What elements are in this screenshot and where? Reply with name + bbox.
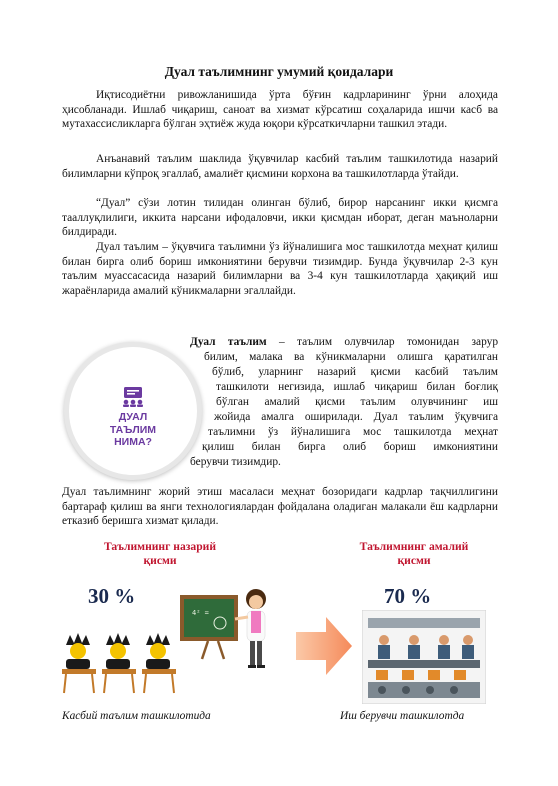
circle-label-line1: ДУАЛ [118, 411, 148, 423]
conveyor-belt [368, 660, 480, 668]
theory-heading-line1: Таълимнинг назарий [103, 540, 217, 553]
factory-illustration [362, 610, 486, 704]
practice-heading-line1: Таълимнинг амалий [359, 540, 469, 553]
definition-line-9: берувчи тизимдир. [190, 456, 281, 468]
worker-icon [378, 635, 390, 659]
paragraph-traditional-text: Анъанавий таълим шаклида ўқувчилар касбий таълим ташкилотида назарий билимларни кўпроқ эгаллаб, амалиёт қисмини корхона ва ташкилотларда ўтайди. [62, 153, 498, 180]
definition-line-8: қилиш билан бирга олиб бориш имкониятини [202, 441, 498, 453]
classroom-illustration [58, 575, 278, 700]
definition-line-7: таълимни ўз йўналишига мос ташкилотда меҳнат [208, 426, 498, 438]
student-icon [62, 633, 96, 693]
chalkboard-text: 4² = [192, 609, 209, 617]
student-icon [142, 633, 176, 693]
dual-education-circle [64, 342, 202, 480]
practice-heading-line2: қисми [397, 554, 431, 567]
presentation-icon [121, 387, 145, 407]
circle-label [69, 411, 197, 449]
definition-line-3: бўлиб, уларнинг назарий қисми касбий таълим [212, 366, 498, 378]
worker-icon [462, 635, 474, 659]
definition-line-1-text: – таълим олувчилар томонидан зарур [266, 336, 499, 348]
paragraph-intro-text: Иқтисодиётни ривожланишида ўрта бўғин кадрларининг ўрни алоҳида ҳисобланади. Ишлаб чиқариш, саноат ва хизмат кўрсатиш соҳаларида ишчи касб ва мутахассисликларга бўлган эҳтиёж жуда юқори кўрсаткичларни ташкил этади. [62, 89, 498, 131]
definition-line-6: жойида амалга оширилади. Дуал таълим ўқувчига [214, 411, 498, 423]
practice-caption: Иш берувчи ташкилотда [340, 710, 465, 722]
paragraph-dual-meaning-text: “Дуал” сўзи лотин тилидан олинган бўлиб, бирор нарсанинг икки қисмга тааллуқлилиги, иккита нарсани ифодаловчи, икки қисмдан иборат, деган маъноларни билдиради. [62, 197, 498, 239]
worker-icon [408, 635, 420, 659]
definition-line-2: билим, малака ва кўникмаларни олишга қаратилган [204, 351, 498, 363]
arrow-right-icon [296, 615, 352, 677]
theory-caption: Касбий таълим ташкилотида [62, 710, 211, 722]
paragraph-intro [62, 88, 498, 132]
practice-percent: 70 % [384, 584, 432, 608]
chalkboard-icon [180, 595, 238, 659]
paragraph-implementation-text: Дуал таълимнинг жорий этиш масаласи меҳнат бозоридаги кадрлар тақчиллигини бартараф қилиш ва янги технологиялардан фойдалана оладиган малакали ёш кадрларни етказиб беришга хизмат қилади. [62, 486, 498, 528]
paragraph-dual-definition [62, 240, 498, 298]
definition-line-1 [190, 335, 498, 350]
page-title: Дуал таълимнинг умумий қоидалари [164, 64, 394, 79]
circle-label-line2: ТАЪЛИМ [109, 423, 157, 436]
practice-heading [334, 540, 494, 568]
theory-heading [80, 540, 240, 568]
teacher-icon [235, 589, 266, 668]
paragraph-dual-meaning [62, 196, 498, 240]
student-icon [102, 633, 136, 693]
paragraph-implementation [62, 485, 498, 529]
definition-line-4: ташкилоти негизида, ишлаб чиқариш билан боғлиқ [216, 381, 498, 393]
worker-icon [438, 635, 450, 659]
definition-line-5: бўлган амалий қисми таълим олувчининг иш [216, 396, 498, 408]
theory-heading-line2: қисми [143, 554, 177, 567]
paragraph-dual-definition-text: Дуал таълим – ўқувчига таълимни ўз йўналишига мос ташкилотда меҳнат қилиш билан бирга олиб бориш имкониятини берувчи тизимдир. Бунда ўқувчилар 2-3 кун таълим муассасасида назарий билимларни ва 3-4 кун ташкилотларда ҳақиқий иш жараёнларида амалий кўникмаларни эгаллайди. [62, 241, 498, 297]
definition-term: Дуал таълим [190, 336, 267, 348]
circle-label-line3: НИМА? [114, 436, 152, 448]
theory-percent: 30 % [88, 584, 136, 608]
paragraph-traditional [62, 152, 498, 181]
